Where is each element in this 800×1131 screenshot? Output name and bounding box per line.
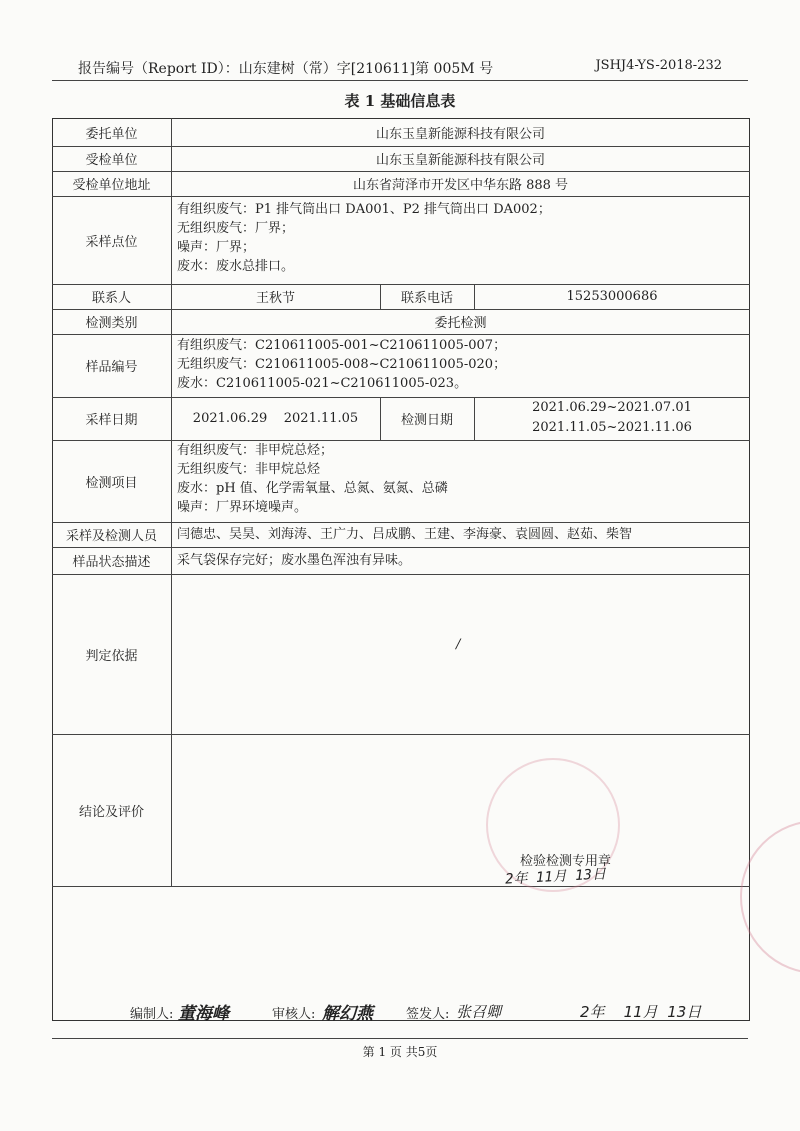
phone-value: 15253000686	[566, 289, 658, 304]
list-item: 无组织废气：非甲烷总烃	[177, 462, 321, 477]
address-value: 山东省菏泽市开发区中华东路 888 号	[352, 178, 569, 193]
sampling-date-value: 2021.06.29 2021.11.05	[192, 411, 359, 426]
sample-state-value: 采气袋保存完好；废水墨色浑浊有异味。	[177, 553, 412, 568]
editor-label: 编制人:	[130, 1007, 174, 1022]
category-label: 检测类别	[85, 316, 138, 331]
reviewer-signature: 解幻燕	[322, 1004, 373, 1024]
row-divider	[52, 886, 750, 887]
document-code: JSHJ4-YS-2018-232	[595, 58, 722, 73]
list-item: 有组织废气：非甲烷总烃；	[177, 443, 334, 458]
table-title: 表 1 基础信息表	[344, 92, 456, 110]
sampling-points-label: 采样点位	[85, 234, 138, 250]
basis-value: /	[456, 637, 461, 652]
signature-date: 2年 11月 13日	[580, 1003, 702, 1021]
list-item: 噪声：厂界；	[177, 240, 256, 255]
contact-value: 王秋节	[255, 291, 295, 306]
list-item: 无组织废气：C210611005-008~C210611005-020；	[177, 357, 507, 372]
sampling-date-label: 采样日期	[85, 413, 138, 428]
list-item: 有组织废气：P1 排气筒出口 DA001、P2 排气筒出口 DA002；	[177, 202, 551, 217]
issuer-signature: 张召卿	[456, 1003, 502, 1021]
reviewer-label: 审核人:	[272, 1007, 316, 1022]
issuer-label: 签发人:	[406, 1007, 450, 1022]
page-number: 第 1 页 共5页	[362, 1045, 438, 1059]
footer-divider	[52, 1038, 748, 1039]
test-date-range: 2021.11.05~2021.11.06	[532, 420, 692, 435]
address-label: 受检单位地址	[72, 178, 151, 193]
basis-label: 判定依据	[85, 648, 138, 664]
list-item: 无组织废气：厂界；	[177, 221, 295, 236]
test-date-range: 2021.06.29~2021.07.01	[532, 400, 692, 415]
list-item: 废水：pH 值、化学需氧量、总氮、氨氮、总磷	[177, 481, 448, 496]
stamp-label: 检验检测专用章	[520, 854, 612, 869]
test-date-values	[474, 397, 750, 440]
sampling-points-list	[171, 200, 750, 284]
sample-number-label: 样品编号	[85, 360, 138, 375]
editor-signature: 董海峰	[178, 1004, 229, 1024]
inspected-unit-value: 山东玉皇新能源科技有限公司	[375, 153, 545, 168]
sample-number-list	[171, 336, 750, 397]
client-value: 山东玉皇新能源科技有限公司	[375, 126, 545, 142]
test-items-label: 检测项目	[85, 475, 138, 491]
sample-state-label: 样品状态描述	[72, 555, 151, 570]
personnel-value: 闫德忠、吴昊、刘海涛、王广力、吕成鹏、王建、李海豪、袁圆圆、赵茹、柴智	[177, 527, 633, 542]
list-item: 有组织废气：C210611005-001~C210611005-007；	[177, 338, 507, 353]
test-date-label: 检测日期	[400, 413, 453, 428]
header-divider	[52, 80, 748, 81]
report-id: 报告编号（Report ID）：山东建树（常）字[210611]第 005M 号	[78, 61, 494, 77]
list-item: 噪声：厂界环境噪声。	[177, 500, 308, 515]
list-item: 废水：C210611005-021~C210611005-023。	[177, 376, 468, 391]
conclusion-label: 结论及评价	[78, 804, 144, 820]
personnel-label: 采样及检测人员	[65, 529, 157, 544]
category-value: 委托检测	[434, 316, 487, 331]
stamp-date: 2年 11月 13日	[504, 866, 607, 888]
inspected-unit-label: 受检单位	[85, 153, 138, 168]
contact-label: 联系人	[91, 291, 131, 306]
list-item: 废水：废水总排口。	[177, 259, 295, 274]
test-items-list	[171, 441, 750, 522]
client-label: 委托单位	[85, 126, 138, 142]
phone-label: 联系电话	[400, 291, 453, 306]
